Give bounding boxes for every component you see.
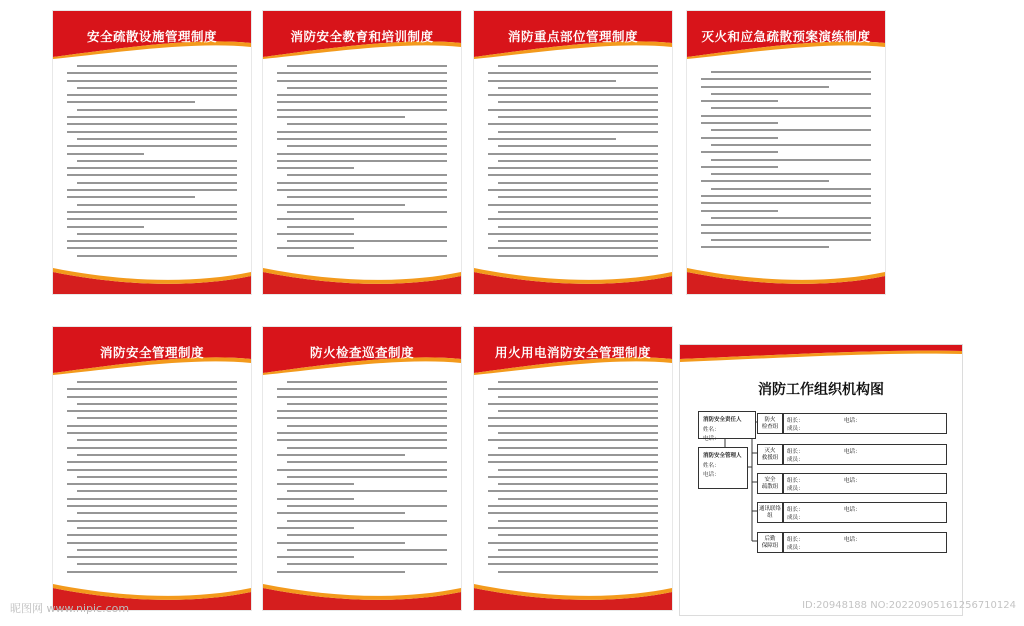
board-text-lines <box>488 381 658 574</box>
unit-phone: 电话： <box>844 537 861 543</box>
unit-phone: 电话： <box>844 418 861 424</box>
board-title: 消防安全管理制度 <box>99 345 204 360</box>
board-header <box>53 11 251 59</box>
unit-name: 灭火 救援组 <box>757 444 783 465</box>
unit-members: 成员： <box>787 457 804 463</box>
manager-name-label: 姓名： <box>703 463 720 469</box>
board-footer <box>263 246 461 294</box>
board-text-lines <box>67 65 237 258</box>
board-header <box>263 327 461 375</box>
unit-name: 后勤 保障组 <box>757 532 783 553</box>
unit-name: 安全 疏散组 <box>757 473 783 494</box>
board-footer <box>687 246 885 294</box>
board-title: 消防安全教育和培训制度 <box>290 29 434 44</box>
unit-leader: 组长： <box>787 478 804 484</box>
unit-info <box>783 532 947 553</box>
board-footer <box>263 562 461 610</box>
board-header <box>687 11 885 59</box>
unit-info <box>783 473 947 494</box>
board-text-lines <box>488 65 658 258</box>
board-text-lines <box>277 65 447 258</box>
unit-leader: 组长： <box>787 507 804 513</box>
unit-name: 通讯联络组 <box>757 502 783 523</box>
unit-leader: 组长： <box>787 418 804 424</box>
responsible-heading: 消防安全责任人 <box>703 417 742 423</box>
manager-heading: 消防安全管理人 <box>703 453 742 459</box>
board-text-lines <box>277 381 447 574</box>
board-footer <box>53 246 251 294</box>
regulation-board <box>474 11 672 294</box>
responsible-name-label: 姓名： <box>703 427 720 433</box>
board-text-lines <box>67 381 237 574</box>
responsible-phone-label: 电话： <box>703 436 720 442</box>
org-unit-row <box>757 413 947 432</box>
org-unit-row <box>757 473 947 492</box>
board-header <box>474 11 672 59</box>
regulation-board <box>263 327 461 610</box>
regulation-board <box>53 11 251 294</box>
unit-phone: 电话： <box>844 507 861 513</box>
unit-members: 成员： <box>787 515 804 521</box>
board-header <box>263 11 461 59</box>
unit-phone: 电话： <box>844 449 861 455</box>
unit-leader: 组长： <box>787 537 804 543</box>
unit-info <box>783 413 947 434</box>
unit-members: 成员： <box>787 486 804 492</box>
board-title: 用火用电消防安全管理制度 <box>494 345 651 360</box>
unit-members: 成员： <box>787 545 804 551</box>
board-title: 灭火和应急疏散预案演练制度 <box>701 29 871 44</box>
board-title: 消防重点部位管理制度 <box>507 29 638 44</box>
board-text-lines <box>701 71 871 258</box>
board-header <box>474 327 672 375</box>
watermark-id: ID:20948188 NO:20220905161256710124 <box>802 600 1016 611</box>
board-header <box>53 327 251 375</box>
unit-info <box>783 502 947 523</box>
unit-phone: 电话： <box>844 478 861 484</box>
regulation-board <box>474 327 672 610</box>
unit-name: 防火 检查组 <box>757 413 783 434</box>
unit-info <box>783 444 947 465</box>
regulation-board <box>53 327 251 610</box>
board-title: 安全疏散设施管理制度 <box>86 29 217 44</box>
manager-box <box>698 447 748 489</box>
org-chart-title: 消防工作组织机构图 <box>758 382 884 398</box>
org-unit-row <box>757 502 947 521</box>
responsible-person-box <box>698 411 756 442</box>
org-unit-row <box>757 444 947 463</box>
org-unit-row <box>757 532 947 551</box>
board-footer <box>474 562 672 610</box>
unit-leader: 组长： <box>787 449 804 455</box>
regulation-board <box>687 11 885 294</box>
manager-phone-label: 电话： <box>703 472 720 478</box>
regulation-board <box>263 11 461 294</box>
unit-members: 成员： <box>787 426 804 432</box>
board-title: 防火检查巡查制度 <box>309 345 414 360</box>
watermark-site: 昵图网 www.nipic.com <box>10 602 130 615</box>
board-footer <box>474 246 672 294</box>
